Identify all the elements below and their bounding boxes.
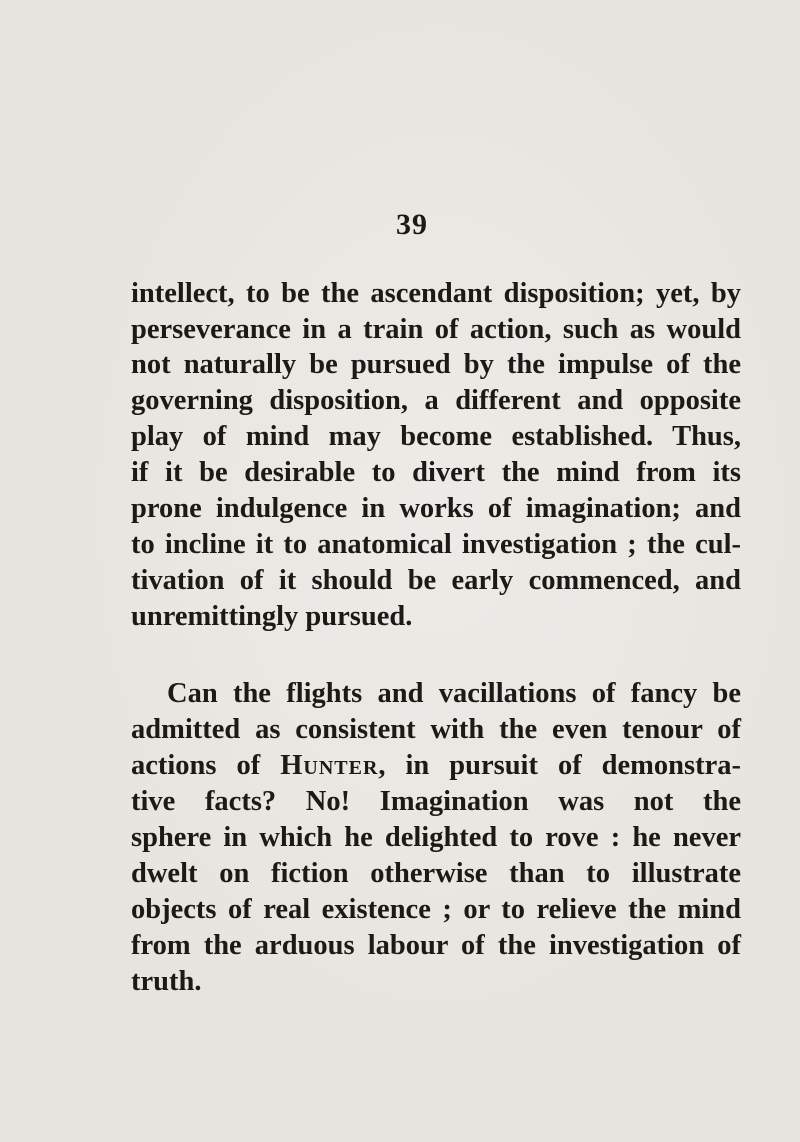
text-line: Can the flights and vacillations of fancy be bbox=[167, 678, 741, 709]
text-line: truth. bbox=[131, 966, 202, 997]
name-hunter: Hunter bbox=[280, 750, 379, 781]
text-segment: actions of bbox=[131, 750, 281, 781]
text-line: tive facts? No! Imagination was not the bbox=[131, 786, 741, 817]
text-segment: , in pursuit of demonstra- bbox=[378, 750, 741, 781]
text-line: admitted as consistent with the even tenour of bbox=[131, 714, 741, 745]
text-line: from the arduous labour of the investigation of bbox=[131, 930, 741, 961]
text-line bbox=[131, 748, 741, 784]
text-line: objects of real existence ; or to relieve the mind bbox=[131, 894, 741, 925]
text-line: intellect, to be the ascendant disposition; yet, by bbox=[131, 278, 741, 309]
text-line: if it be desirable to divert the mind from its bbox=[131, 457, 741, 488]
text-line: not naturally be pursued by the impulse of the bbox=[131, 349, 741, 380]
text-line: sphere in which he delighted to rove : he never bbox=[131, 822, 741, 853]
text-line: play of mind may become established. Thus, bbox=[131, 421, 741, 452]
page-number: 39 bbox=[396, 208, 428, 241]
text-line: to incline it to anatomical investigation ; the cul- bbox=[131, 529, 741, 560]
text-line: prone indulgence in works of imagination; and bbox=[131, 493, 741, 524]
text-line: unremittingly pursued. bbox=[131, 601, 413, 632]
text-line: governing disposition, a different and opposite bbox=[131, 385, 741, 416]
text-line: dwelt on fiction otherwise than to illustrate bbox=[131, 858, 741, 889]
text-line: perseverance in a train of action, such as would bbox=[131, 314, 741, 345]
text-line: tivation of it should be early commenced, and bbox=[131, 565, 741, 596]
